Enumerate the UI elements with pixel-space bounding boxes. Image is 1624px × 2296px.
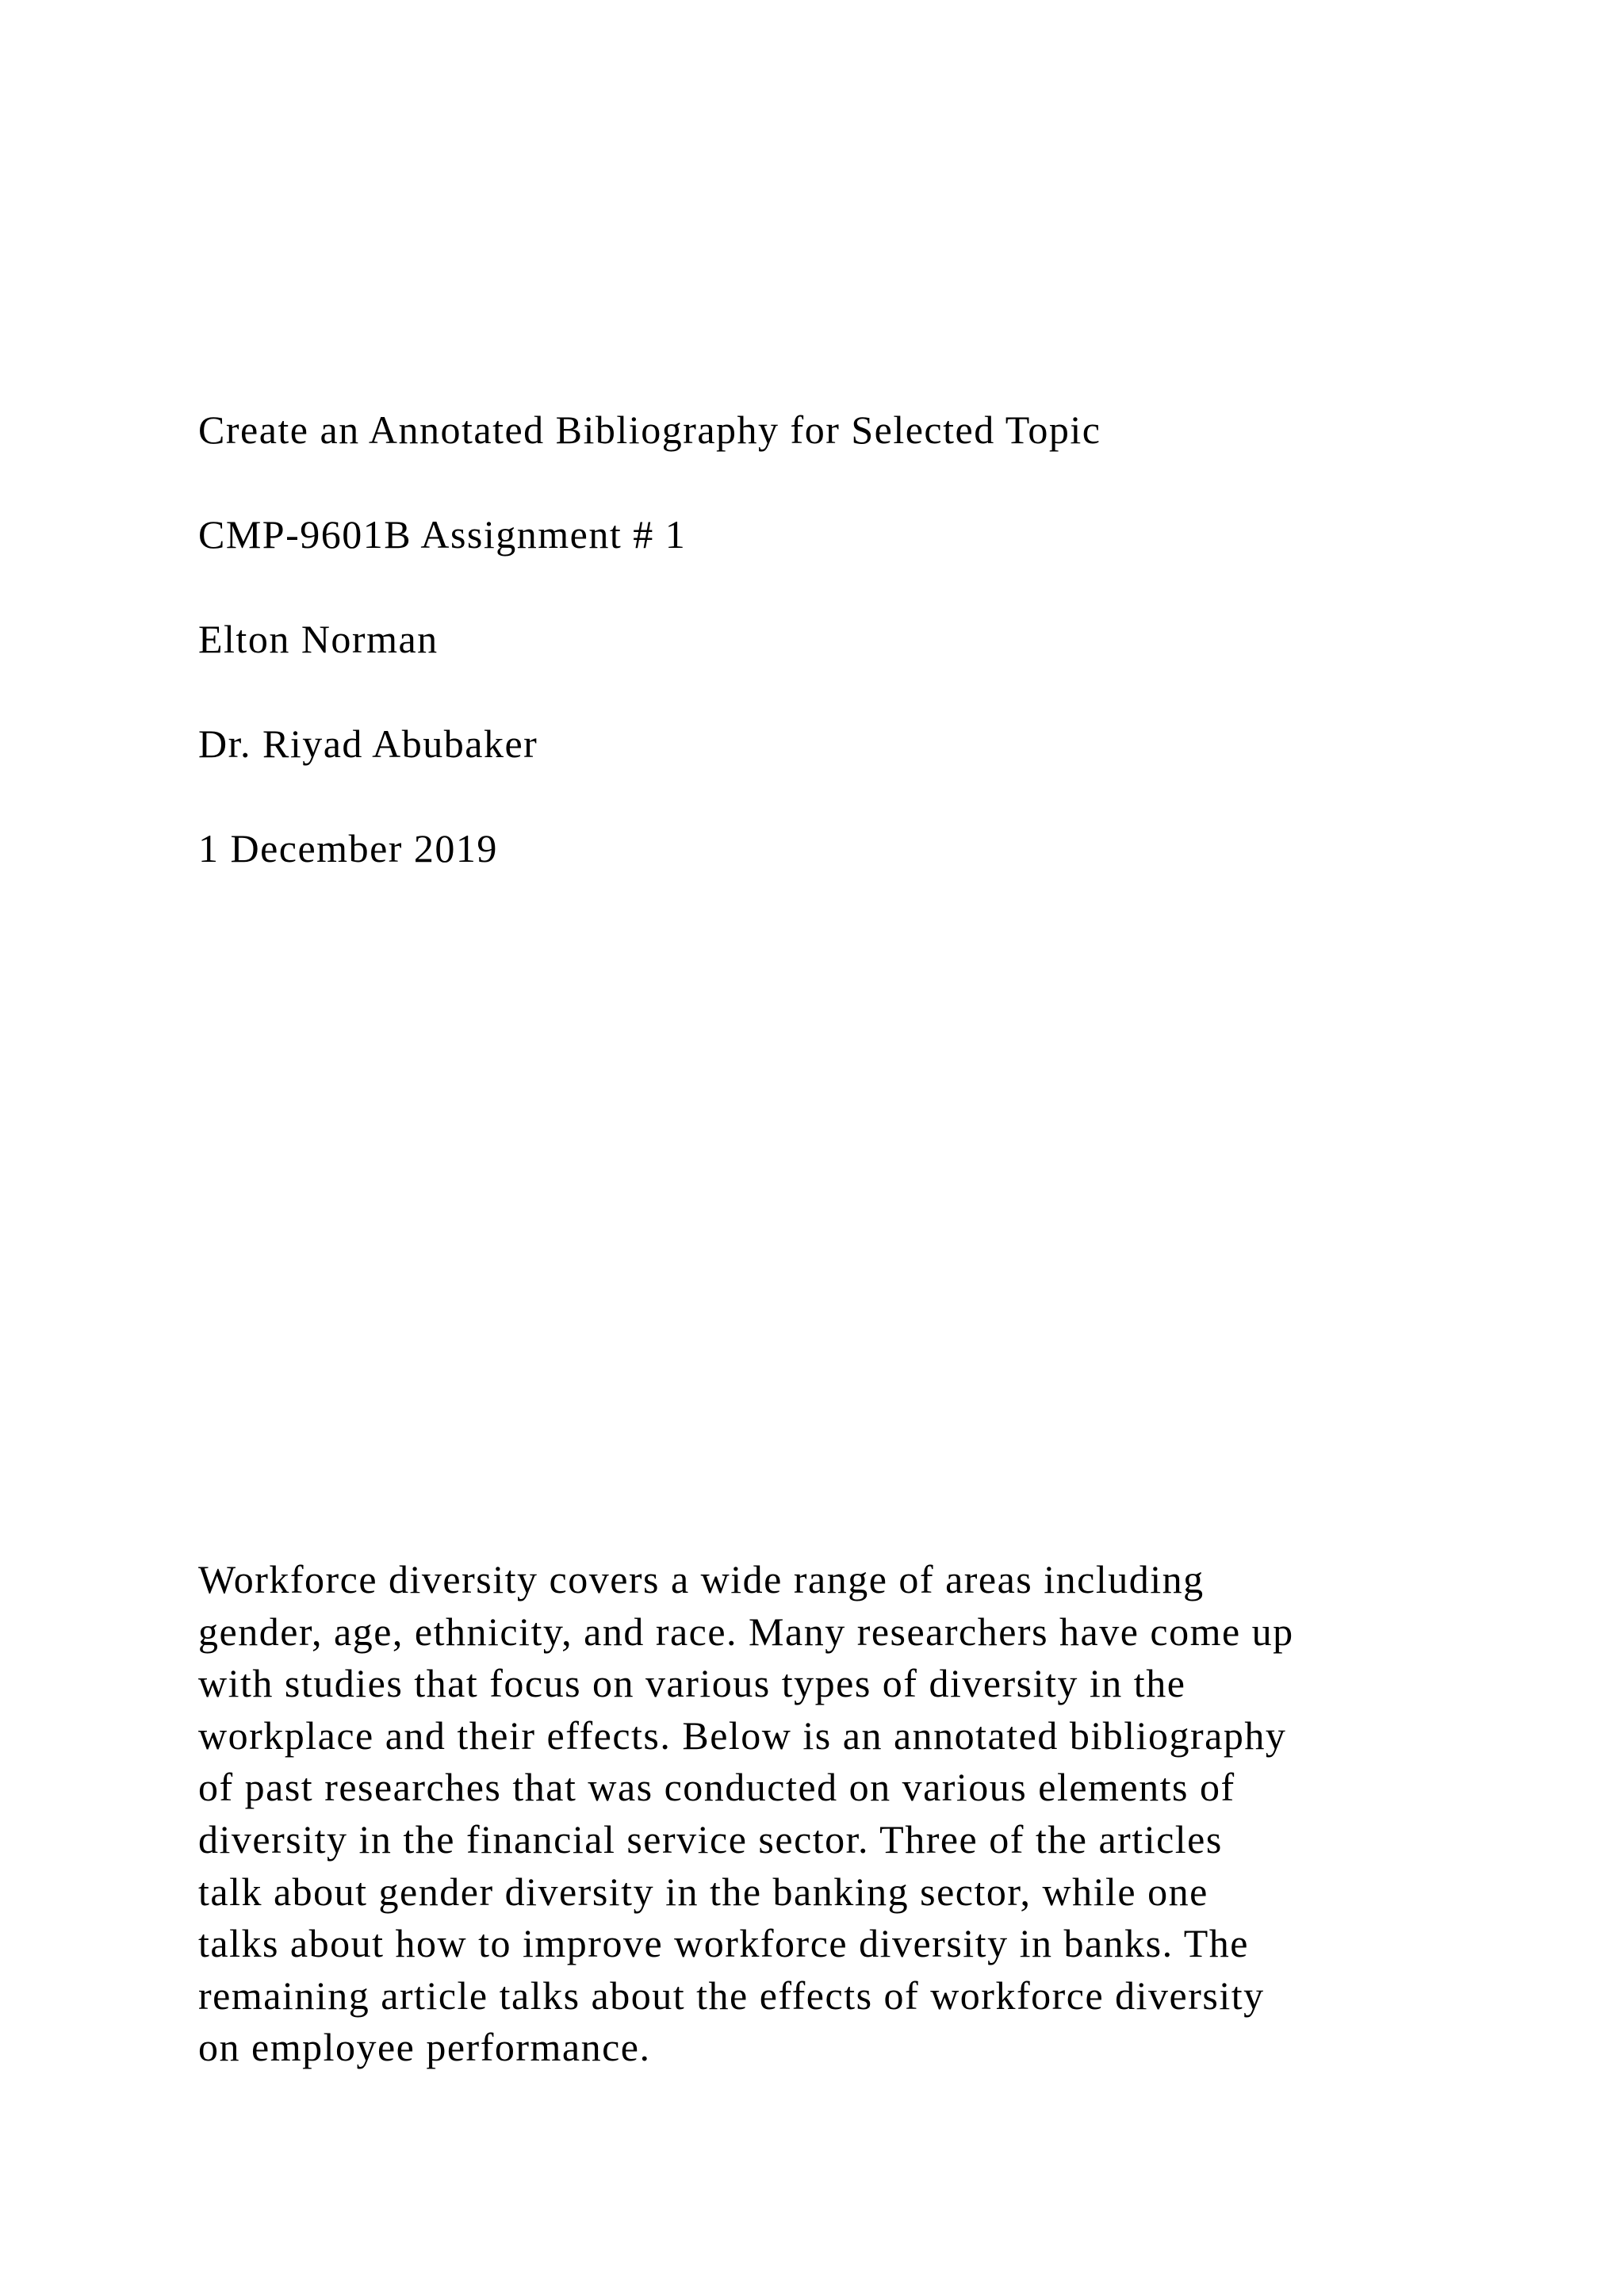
paragraph-line: on employee performance. <box>198 2025 651 2070</box>
paragraph-line: with studies that focus on various types of diversity in the <box>198 1661 1186 1706</box>
paragraph-line: workplace and their effects. Below is an annotated bibliography <box>198 1712 1287 1758</box>
paragraph-line: talk about gender diversity in the banking sector, while one <box>198 1869 1208 1914</box>
course-assignment: CMP-9601B Assignment # 1 <box>198 512 687 557</box>
document-title: Create an Annotated Bibliography for Selected Topic <box>198 408 1101 452</box>
paragraph-line: remaining article talks about the effects of workforce diversity <box>198 1973 1265 2018</box>
paragraph-line: talks about how to improve workforce diversity in banks. The <box>198 1921 1249 1966</box>
paragraph-line: of past researches that was conducted on various elements of <box>198 1765 1235 1810</box>
submission-date: 1 December 2019 <box>198 826 498 871</box>
instructor-name: Dr. Riyad Abubaker <box>198 721 538 766</box>
author-name: Elton Norman <box>198 617 439 661</box>
introduction-paragraph <box>198 1554 1294 2074</box>
paragraph-line: Workforce diversity covers a wide range of areas including <box>198 1557 1205 1601</box>
paragraph-line: diversity in the financial service sector. Three of the articles <box>198 1816 1223 1862</box>
paragraph-line: gender, age, ethnicity, and race. Many researchers have come up <box>198 1609 1294 1654</box>
